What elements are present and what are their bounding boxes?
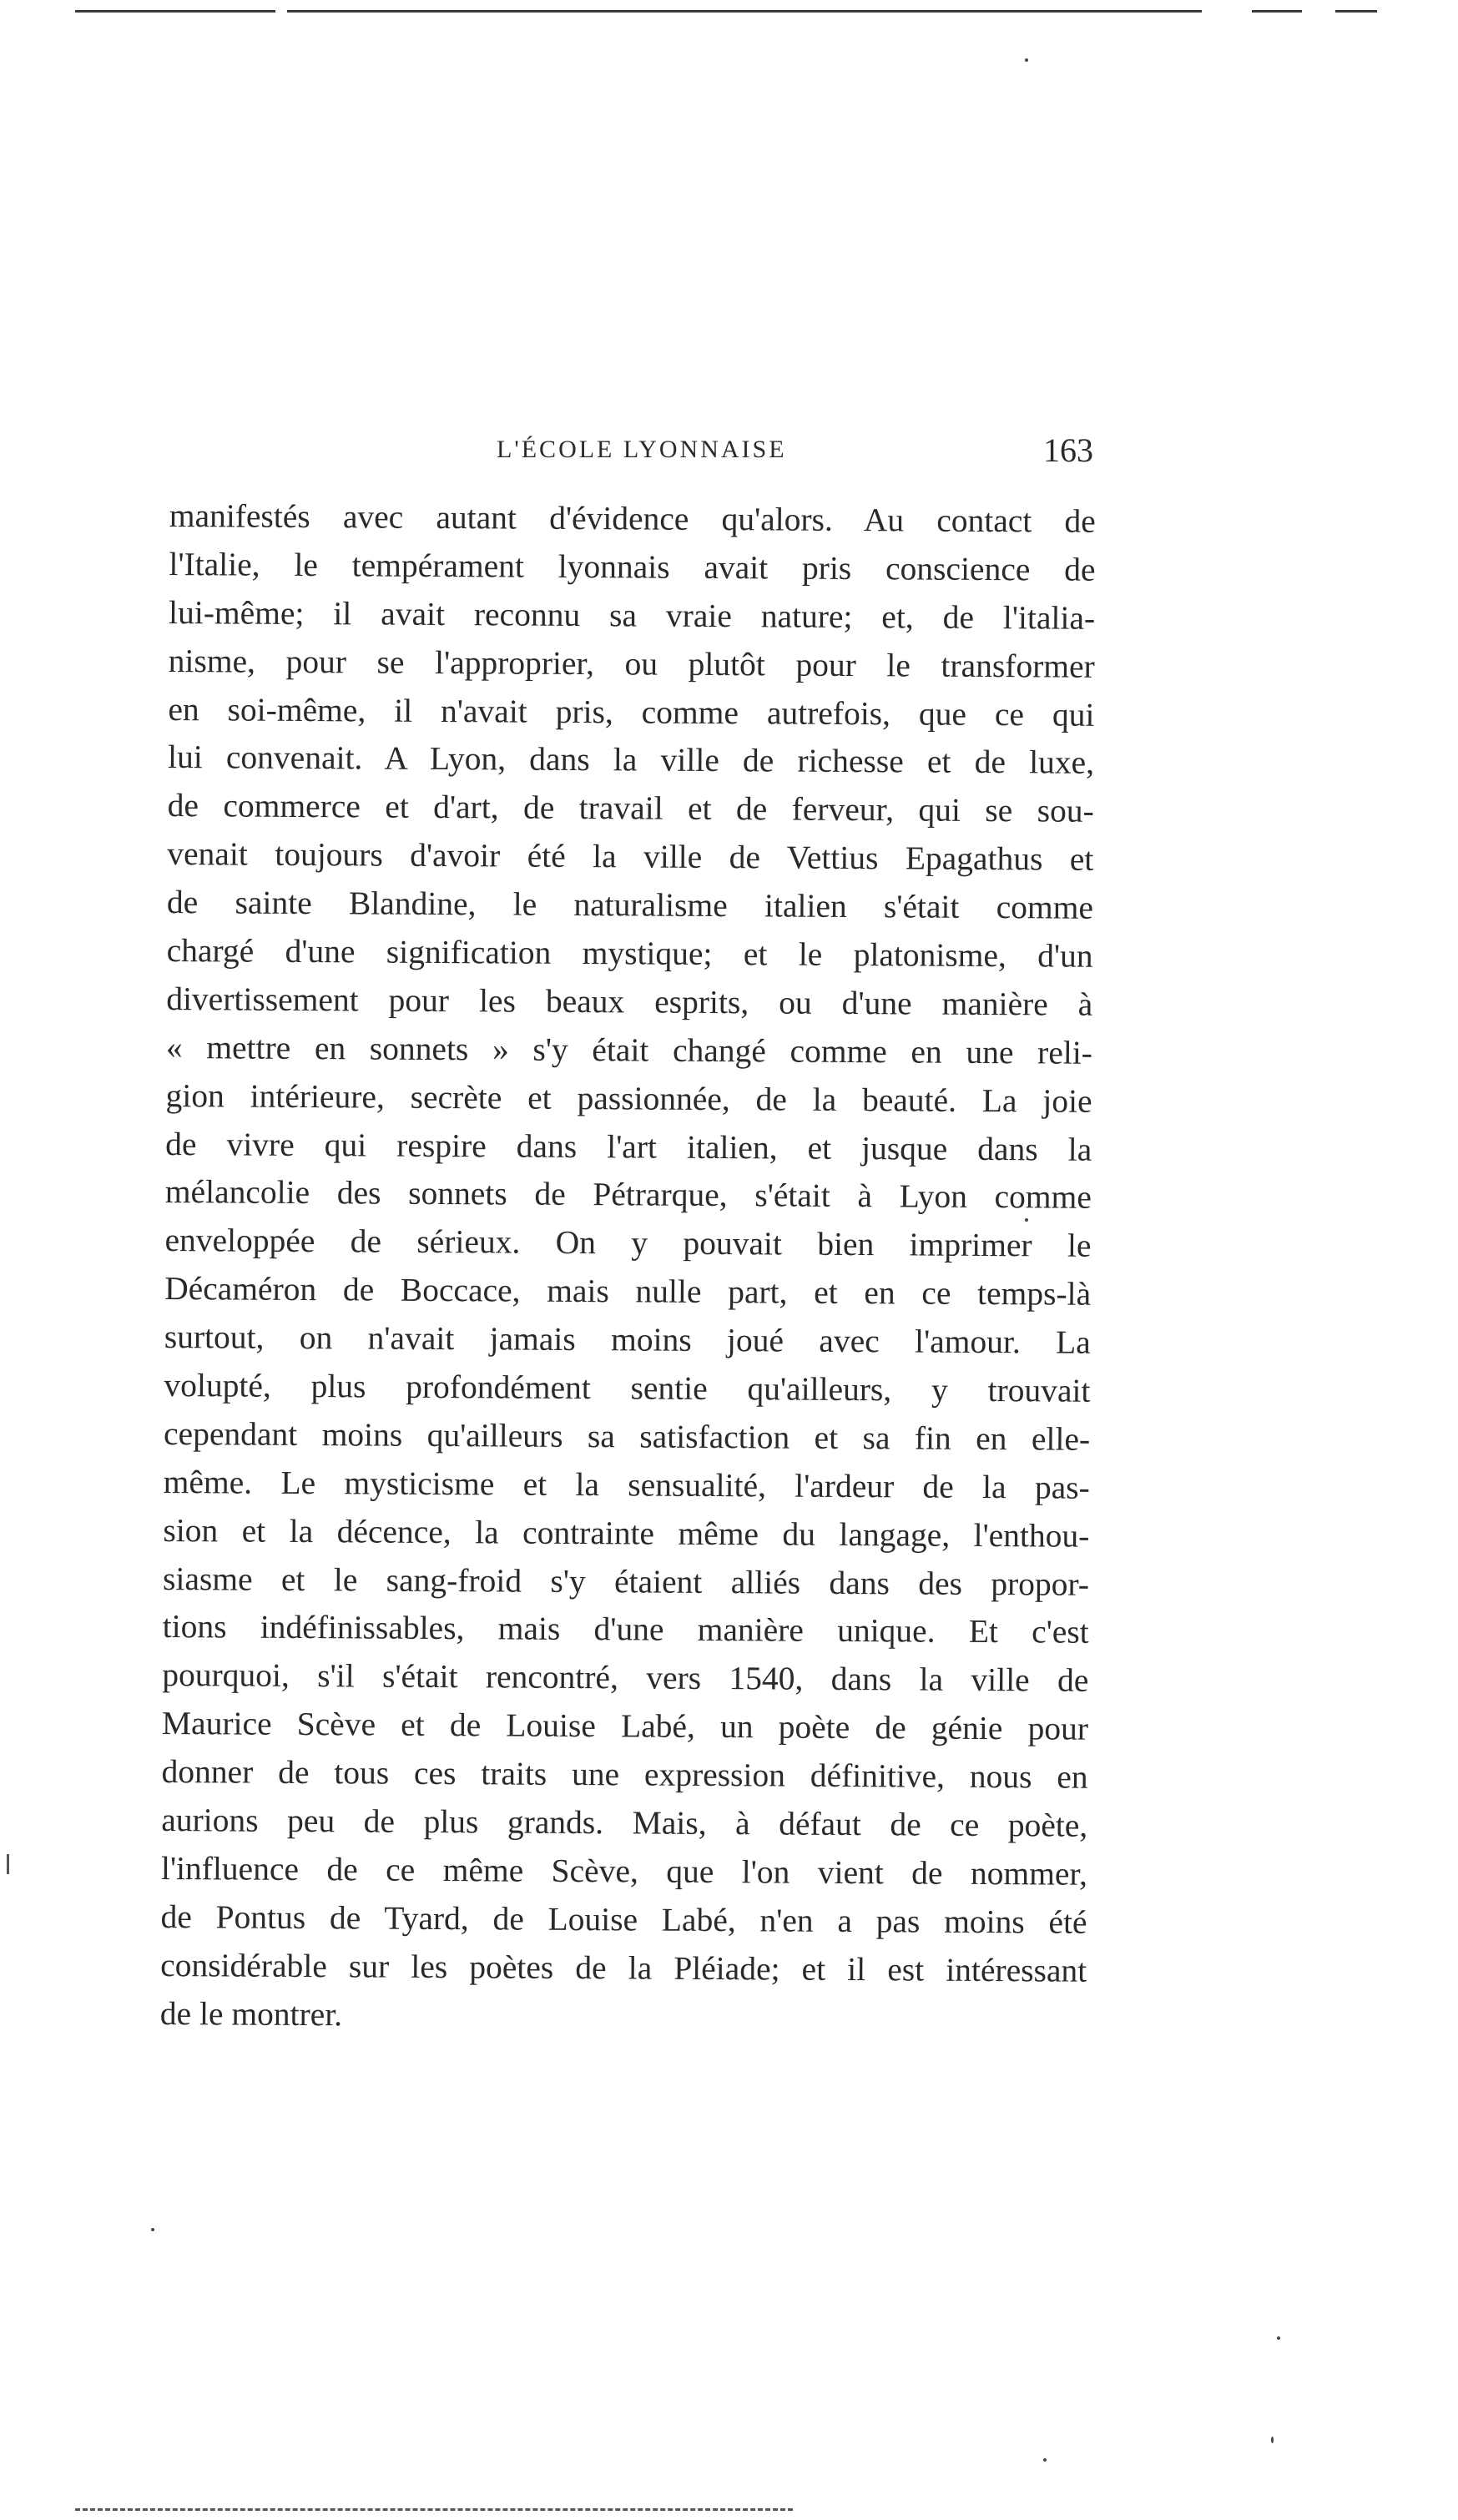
text-line: de Pontus de Tyard, de Louise Labé, n'en a pas moins été <box>160 1898 1087 1941</box>
top-border-rule <box>75 10 1377 13</box>
text-line: même. Le mysticisme et la sensualité, l'ardeur de la pas- <box>163 1463 1090 1506</box>
paper-speck <box>151 2228 154 2231</box>
paper-speck <box>1025 58 1028 62</box>
running-title: L'ÉCOLE LYONNAISE <box>497 436 787 463</box>
text-line: venait toujours d'avoir été la ville de Vettius Epagathus et <box>167 835 1094 879</box>
text-line: mélancolie des sonnets de Pétrarque, s'était à Lyon comme <box>164 1173 1092 1217</box>
text-line: volupté, plus profondément sentie qu'ailleurs, y trouvait <box>164 1367 1091 1409</box>
text-line: pourquoi, s'il s'était rencontré, vers 1540, dans la ville de <box>162 1656 1089 1700</box>
running-head <box>167 431 1093 486</box>
text-line: tions indéfinissables, mais d'une manière unique. Et c'est <box>162 1608 1089 1651</box>
text-line: manifestés avec autant d'évidence qu'alors. Au contact de <box>169 496 1096 540</box>
text-line: gion intérieure, secrète et passionnée, de la beauté. La joie <box>165 1076 1092 1120</box>
text-line: siasme et le sang-froid s'y étaient alliés dans des propor- <box>162 1560 1090 1603</box>
top-rule-gap <box>1202 8 1252 15</box>
text-line: de vivre qui respire dans l'art italien, et jusque dans la <box>165 1125 1092 1168</box>
bottom-border-rule <box>75 2508 793 2511</box>
text-line: lui convenait. A Lyon, dans la ville de richesse et de luxe, <box>167 738 1095 782</box>
text-line: chargé d'une signification mystique; et le platonisme, d'un <box>166 932 1093 975</box>
text-line: en soi-même, il n'avait pris, comme autrefois, que ce qui <box>168 690 1095 733</box>
text-line: « mettre en sonnets » s'y était changé comme en une reli- <box>165 1028 1093 1071</box>
text-line: considérable sur les poètes de la Pléiade; et il est intéressant <box>160 1946 1087 1989</box>
text-line: cependant moins qu'ailleurs sa satisfaction et sa fin en elle- <box>163 1414 1091 1458</box>
paper-speck <box>1271 2437 1274 2443</box>
text-line: aurions peu de plus grands. Mais, à défaut de ce poète, <box>161 1802 1088 1844</box>
text-line: donner de tous ces traits une expression définitive, nous en <box>161 1753 1088 1796</box>
paper-speck <box>1277 2336 1280 2340</box>
text-line: enveloppée de sérieux. On y pouvait bien imprimer le <box>164 1222 1092 1265</box>
text-line: de sainte Blandine, le naturalisme italien s'était comme <box>166 884 1094 926</box>
top-rule-gap <box>275 8 287 15</box>
text-line: l'influence de ce même Scève, que l'on vient de nommer, <box>160 1849 1088 1893</box>
top-rule-gap <box>1302 8 1335 15</box>
text-line: lui-même; il avait reconnu sa vraie nature; et, de l'italia- <box>168 593 1096 637</box>
page-number: 163 <box>1043 431 1093 469</box>
text-line: l'Italie, le tempérament lyonnais avait pris conscience de <box>169 545 1096 588</box>
text-line: sion et la décence, la contrainte même du langage, l'enthou- <box>163 1511 1090 1555</box>
text-line: Décaméron de Boccace, mais nulle part, et en ce temps-là <box>164 1270 1092 1313</box>
text-line: de le montrer. <box>159 1994 343 2033</box>
body-text <box>160 492 1096 2044</box>
text-line: divertissement pour les beaux esprits, ou d'une manière à <box>166 980 1093 1023</box>
paper-speck <box>1043 2458 1047 2462</box>
text-line: nisme, pour se l'approprier, ou plutôt pour le transformer <box>168 642 1095 685</box>
text-line: surtout, on n'avait jamais moins joué avec l'amour. La <box>164 1318 1091 1361</box>
margin-mark <box>7 1854 9 1874</box>
text-line: de commerce et d'art, de travail et de ferveur, qui se sou- <box>167 787 1094 830</box>
text-line: Maurice Scève et de Louise Labé, un poète de génie pour <box>161 1705 1089 1748</box>
